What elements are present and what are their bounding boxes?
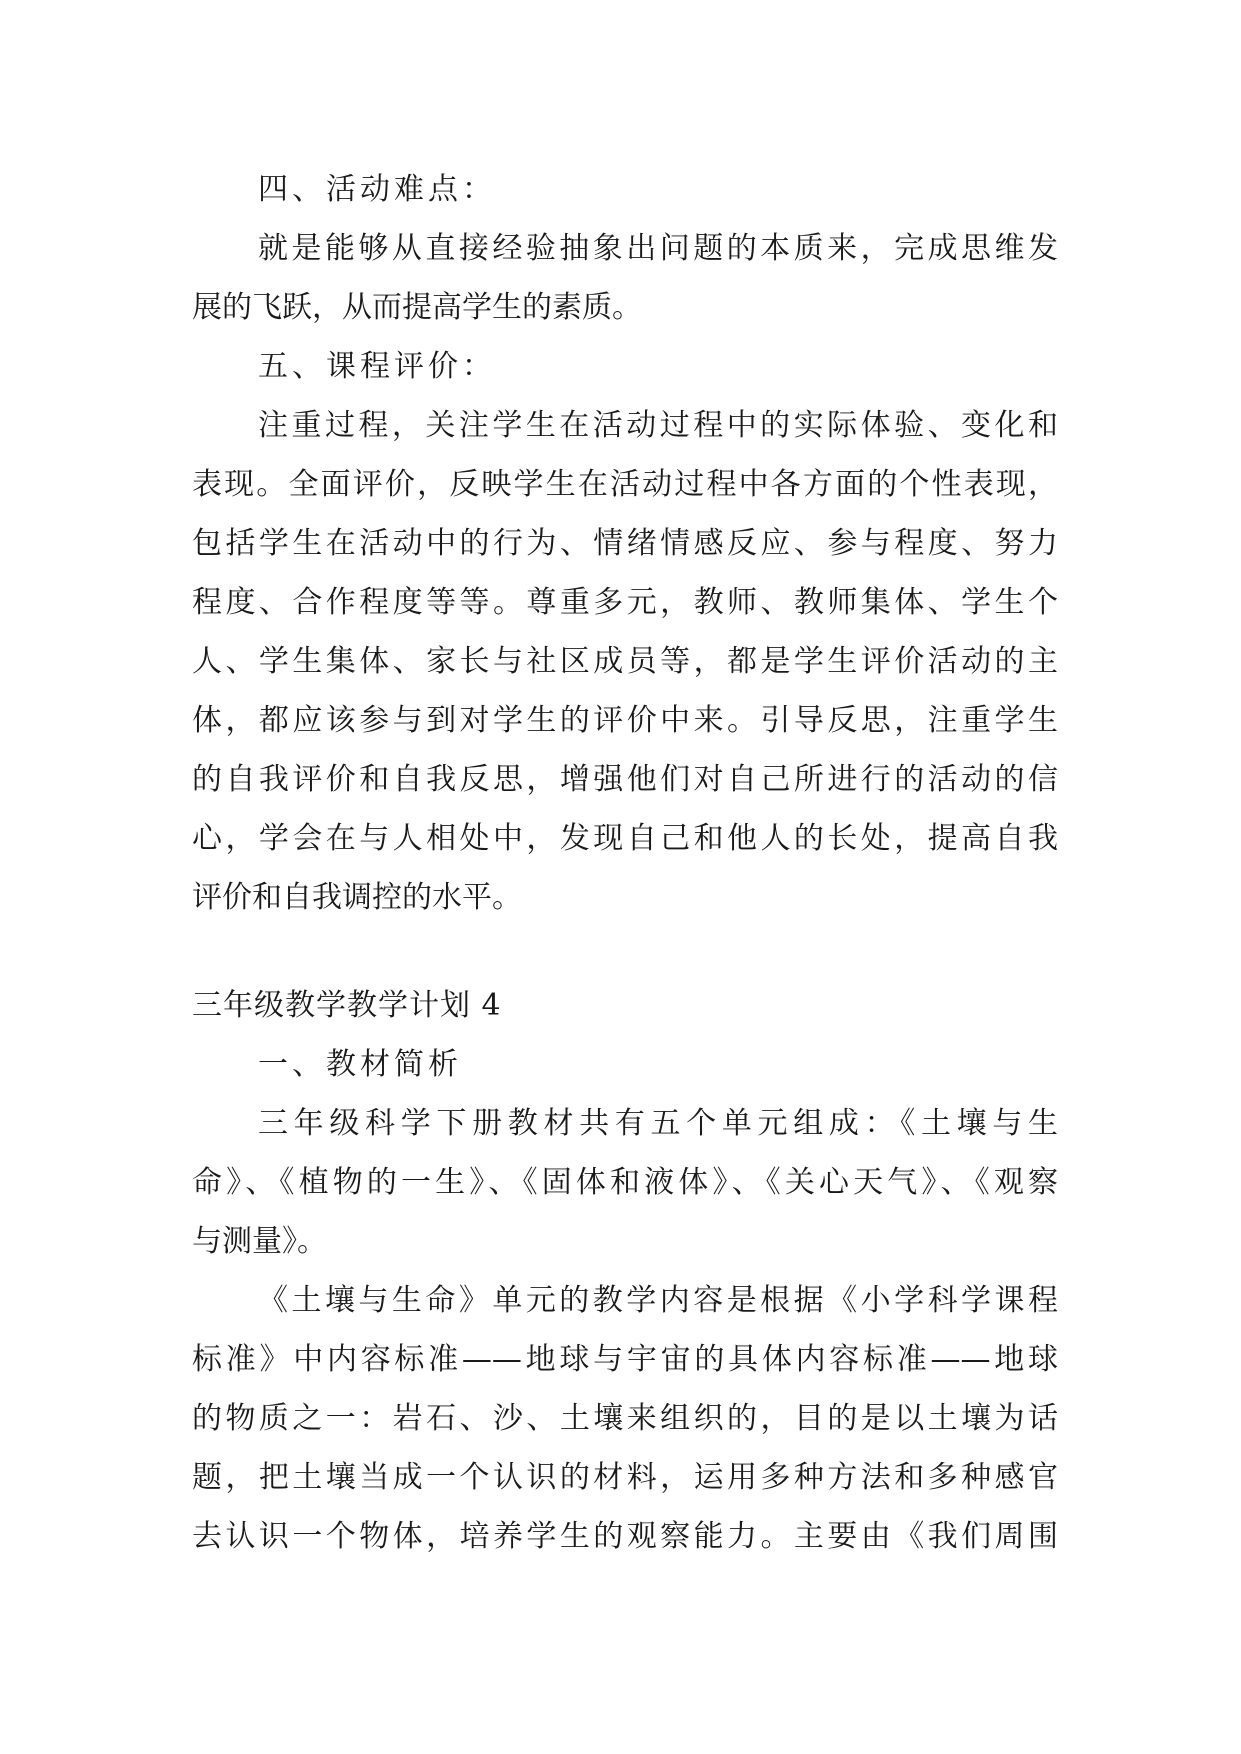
paragraph-line: 去认识一个物体，培养学生的观察能力。主要由《我们周围 [192, 1519, 1058, 1554]
paragraph-line: 命》、《植物的一生》、《固体和液体》、《关心天气》、《观察 [192, 1165, 1058, 1200]
paragraph-line: 展的飞跃，从而提高学生的素质。 [192, 290, 642, 325]
paragraph-line: 标准》中内容标准——地球与宇宙的具体内容标准——地球 [192, 1342, 1058, 1377]
paragraph-line: 包括学生在活动中的行为、情绪情感反应、参与程度、努力 [192, 526, 1058, 561]
paragraph-line: 三年级科学下册教材共有五个单元组成：《土壤与生 [258, 1106, 1058, 1141]
paragraph-line: 人、学生集体、家长与社区成员等，都是学生评价活动的主 [192, 644, 1058, 679]
paragraph-line: 题，把土壤当成一个认识的材料，运用多种方法和多种感官 [192, 1460, 1058, 1495]
paragraph-line: 表现。全面评价，反映学生在活动过程中各方面的个性表现， [192, 467, 1058, 502]
paragraph-line: 评价和自我调控的水平。 [192, 880, 522, 915]
paragraph-line: 注重过程，关注学生在活动过程中的实际体验、变化和 [258, 408, 1058, 443]
section-heading-evaluation: 五、课程评价： [258, 349, 496, 384]
paragraph-line: 体，都应该参与到对学生的评价中来。引导反思，注重学生 [192, 703, 1058, 738]
plan-title: 三年级教学教学计划 4 [192, 988, 502, 1023]
paragraph-line: 的自我评价和自我反思，增强他们对自己所进行的活动的信 [192, 762, 1058, 797]
section-spacer [192, 927, 1058, 976]
paragraph-line: 程度、合作程度等等。尊重多元，教师、教师集体、学生个 [192, 585, 1058, 620]
section-heading-materials: 一、教材简析 [258, 1047, 462, 1082]
document-body [192, 160, 1058, 1566]
paragraph-line: 就是能够从直接经验抽象出问题的本质来，完成思维发 [258, 231, 1058, 266]
section-heading-difficulties: 四、活动难点： [258, 172, 496, 207]
paragraph-line: 的物质之一：岩石、沙、土壤来组织的，目的是以土壤为话 [192, 1401, 1058, 1436]
paragraph-line: 《土壤与生命》单元的教学内容是根据《小学科学课程 [258, 1283, 1058, 1318]
paragraph-line: 心，学会在与人相处中，发现自己和他人的长处，提高自我 [192, 821, 1058, 856]
paragraph-line: 与测量》。 [192, 1224, 327, 1259]
